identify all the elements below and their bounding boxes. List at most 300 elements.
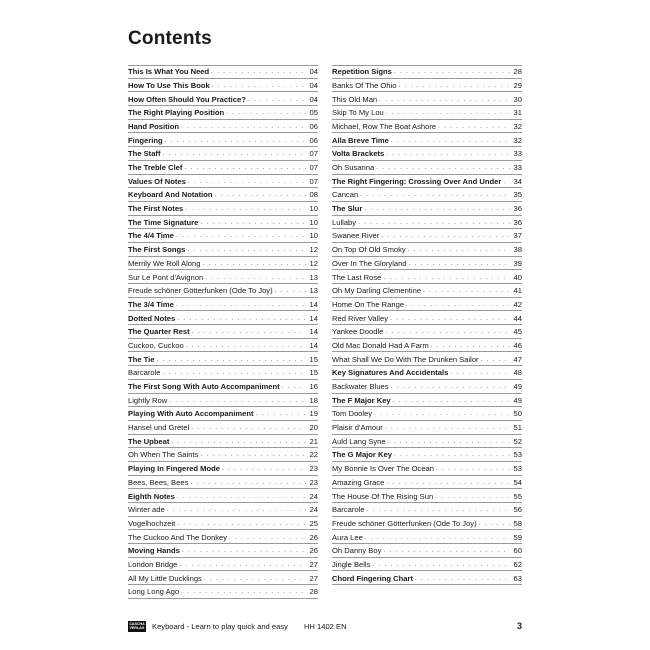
toc-leader-dots <box>406 300 510 309</box>
toc-entry-page: 44 <box>513 313 522 323</box>
toc-entry-page: 58 <box>513 518 522 528</box>
toc-entry <box>332 352 522 366</box>
toc-entry-page: 45 <box>513 327 522 337</box>
toc-entry-page: 07 <box>309 163 318 172</box>
toc-entry <box>128 65 318 79</box>
toc-entry-title: Cancan <box>332 190 359 200</box>
toc-entry <box>128 394 318 408</box>
toc-leader-dots <box>376 163 510 172</box>
toc-leader-dots <box>163 368 307 377</box>
toc-entry-title: Banks Of The Ohio <box>332 80 397 90</box>
toc-entry-title: Hansel und Gretel <box>128 423 190 433</box>
toc-leader-dots <box>177 519 306 528</box>
toc-leader-dots <box>358 218 510 227</box>
toc-entry <box>128 161 318 175</box>
toc-entry <box>128 476 318 490</box>
toc-entry-title: Oh Susanna <box>332 163 375 172</box>
toc-entry-page: 40 <box>513 272 522 282</box>
toc-leader-dots <box>256 409 306 418</box>
toc-entry <box>332 284 522 298</box>
toc-entry-page: 29 <box>513 80 522 90</box>
toc-entry <box>332 435 522 449</box>
toc-entry-page: 13 <box>309 272 318 282</box>
toc-entry-page: 16 <box>309 382 318 391</box>
toc-leader-dots <box>365 533 510 542</box>
toc-entry-page: 53 <box>513 464 522 474</box>
toc-entry-title: Merrily We Roll Along <box>128 258 201 268</box>
toc-leader-dots <box>179 560 306 569</box>
toc-entry-page: 52 <box>513 436 522 446</box>
toc-entry-page: 04 <box>309 80 318 90</box>
toc-entry-title: Freude schöner Götterfunken (Ode To Joy) <box>332 518 477 528</box>
toc-entry <box>128 366 318 380</box>
toc-entry-page: 27 <box>309 559 318 569</box>
toc-entry-page: 39 <box>513 258 522 268</box>
toc-entry-page: 33 <box>513 163 522 172</box>
toc-entry-page: 21 <box>309 436 318 446</box>
toc-entry-page: 49 <box>513 395 522 405</box>
toc-entry-title: Freude schöner Götterfunken (Ode To Joy) <box>128 286 273 296</box>
toc-entry-page: 48 <box>513 368 522 378</box>
toc-entry-page: 33 <box>513 149 522 159</box>
toc-entry <box>128 229 318 243</box>
toc-entry-title: Bees, Bees, Bees <box>128 477 189 487</box>
toc-entry <box>128 503 318 517</box>
toc-entry-page: 14 <box>309 299 318 309</box>
toc-entry-title: How Often Should You Practice? <box>128 94 246 104</box>
toc-entry-page: 04 <box>309 94 318 104</box>
toc-entry-title: Michael, Row The Boat Ashore <box>332 121 437 131</box>
toc-leader-dots <box>211 67 306 76</box>
toc-entry-page: 51 <box>513 423 522 433</box>
toc-entry-page: 53 <box>513 450 522 460</box>
toc-leader-dots <box>200 218 306 227</box>
toc-entry-page: 19 <box>309 409 318 419</box>
toc-leader-dots <box>450 368 510 377</box>
toc-entry-title: The Right Fingering: Crossing Over And Under <box>332 176 502 186</box>
toc-entry <box>128 92 318 106</box>
toc-entry-title: Volta Brackets <box>332 149 385 159</box>
toc-entry <box>128 407 318 421</box>
toc-entry <box>332 394 522 408</box>
toc-entry-title: Tom Dooley <box>332 409 373 419</box>
toc-entry-title: Barcarole <box>128 368 161 378</box>
toc-leader-dots <box>438 122 510 131</box>
toc-entry <box>332 544 522 558</box>
toc-entry <box>332 257 522 271</box>
toc-entry <box>128 120 318 134</box>
toc-entry <box>128 216 318 230</box>
toc-entry-title: The Treble Clef <box>128 163 183 172</box>
toc-entry <box>332 147 522 161</box>
toc-entry-page: 62 <box>513 559 522 569</box>
toc-leader-dots <box>200 450 306 459</box>
toc-leader-dots <box>215 190 306 199</box>
toc-entry <box>128 448 318 462</box>
toc-entry <box>332 270 522 284</box>
toc-entry-title: Skip To My Lou <box>332 108 384 118</box>
toc-entry-title: This Is What You Need <box>128 67 210 77</box>
toc-entry-title: Plaisir d'Amour <box>332 423 383 433</box>
toc-entry-title: How To Use This Book <box>128 80 210 90</box>
toc-entry <box>128 311 318 325</box>
toc-entry-title: Alla Breve Time <box>332 135 389 145</box>
toc-entry-page: 10 <box>309 217 318 227</box>
toc-leader-dots <box>386 478 510 487</box>
catalog-code: HH 1402 EN <box>303 621 347 631</box>
toc-entry-page: 59 <box>513 532 522 542</box>
toc-entry-page: 18 <box>309 395 318 405</box>
toc-leader-dots <box>191 423 306 432</box>
toc-entry-page: 06 <box>309 121 318 131</box>
toc-entry-title: Barcarole <box>332 505 365 515</box>
page-number: 3 <box>516 621 522 631</box>
toc-leader-dots <box>163 149 307 158</box>
toc-entry <box>128 339 318 353</box>
toc-entry <box>128 106 318 120</box>
toc-leader-dots <box>167 505 306 514</box>
toc-leader-dots <box>503 177 510 186</box>
toc-entry-title: The Right Playing Position <box>128 108 225 118</box>
toc-leader-dots <box>222 464 306 473</box>
toc-entry-title: Playing With Auto Accompaniment <box>128 409 254 419</box>
toc-entry <box>332 448 522 462</box>
toc-entry-page: 30 <box>513 94 522 104</box>
toc-leader-dots <box>226 108 306 117</box>
toc-entry-page: 63 <box>513 573 522 583</box>
toc-leader-dots <box>182 546 306 555</box>
toc-entry-title: Oh When The Saints <box>128 450 199 460</box>
toc-leader-dots <box>275 286 306 295</box>
toc-leader-dots <box>393 396 510 405</box>
toc-leader-dots <box>181 122 306 131</box>
toc-entry <box>332 380 522 394</box>
toc-entry-page: 60 <box>513 546 522 556</box>
toc-entry <box>332 298 522 312</box>
toc-leader-dots <box>190 478 306 487</box>
toc-leader-dots <box>212 81 306 90</box>
toc-leader-dots <box>372 560 510 569</box>
toc-leader-dots <box>176 300 306 309</box>
toc-leader-dots <box>176 231 306 240</box>
toc-leader-dots <box>394 67 510 76</box>
toc-entry-page: 49 <box>513 382 522 391</box>
toc-leader-dots <box>388 437 510 446</box>
toc-entry <box>128 558 318 572</box>
toc-entry <box>332 571 522 585</box>
toc-leader-dots <box>171 437 306 446</box>
toc-entry-title: The First Song With Auto Accompaniment <box>128 382 280 391</box>
publisher-logo <box>128 621 146 632</box>
toc-leader-dots <box>383 546 510 555</box>
toc-leader-dots <box>374 409 510 418</box>
toc-entry <box>128 175 318 189</box>
toc-entry-title: What Shall We Do With The Drunken Sailor <box>332 354 479 364</box>
publisher-logo-line1: CASCHA <box>129 622 145 626</box>
toc-entry-page: 15 <box>309 368 318 378</box>
toc-entry-page: 38 <box>513 245 522 255</box>
toc-entry-title: The Staff <box>128 149 161 159</box>
toc-entry-title: Over In The Gloryland <box>332 258 407 268</box>
toc-leader-dots <box>409 259 510 268</box>
toc-entry-page: 20 <box>309 423 318 433</box>
toc-entry <box>128 530 318 544</box>
toc-entry-page: 28 <box>513 67 522 77</box>
toc-entry <box>128 380 318 394</box>
toc-entry <box>332 517 522 531</box>
toc-entry <box>128 421 318 435</box>
toc-entry-title: My Bonnie Is Over The Ocean <box>332 464 435 474</box>
toc-entry-title: On Top Of Old Smoky <box>332 245 406 255</box>
toc-entry <box>128 133 318 147</box>
toc-entry <box>332 476 522 490</box>
toc-leader-dots <box>386 149 510 158</box>
toc-entry-title: Oh My Darling Clementine <box>332 286 422 296</box>
toc-entry-title: Cuckoo, Cuckoo <box>128 340 184 350</box>
toc-entry-title: Lullaby <box>332 217 357 227</box>
toc-entry-page: 24 <box>309 491 318 501</box>
toc-entry-page: 35 <box>513 190 522 200</box>
toc-leader-dots <box>379 95 510 104</box>
toc-entry-page: 56 <box>513 505 522 515</box>
toc-leader-dots <box>177 492 306 501</box>
toc-entry-page: 28 <box>309 587 318 597</box>
toc-leader-dots <box>229 533 306 542</box>
toc-leader-dots <box>386 108 510 117</box>
toc-leader-dots <box>205 273 306 282</box>
toc-entry-title: Repetition Signs <box>332 67 392 77</box>
toc-entry-title: Moving Hands <box>128 546 180 556</box>
toc-entry-page: 50 <box>513 409 522 419</box>
toc-entry <box>332 202 522 216</box>
toc-leader-dots <box>204 574 306 583</box>
toc-entry-title: The F Major Key <box>332 395 391 405</box>
toc-entry <box>332 216 522 230</box>
toc-entry-page: 55 <box>513 491 522 501</box>
toc-leader-dots <box>436 464 510 473</box>
toc-entry-title: The First Songs <box>128 245 186 255</box>
toc-entry <box>128 325 318 339</box>
toc-leader-dots <box>364 204 510 213</box>
toc-entry <box>128 298 318 312</box>
toc-entry <box>128 270 318 284</box>
toc-leader-dots <box>383 273 510 282</box>
toc-entry <box>332 366 522 380</box>
toc-entry-page: 23 <box>309 477 318 487</box>
toc-entry <box>332 133 522 147</box>
toc-entry-title: Values Of Notes <box>128 176 186 186</box>
toc-leader-dots <box>202 259 306 268</box>
toc-leader-dots <box>165 136 306 145</box>
toc-entry-title: The Slur <box>332 204 363 214</box>
toc-entry-page: 07 <box>309 176 318 186</box>
toc-entry-title: Key Signatures And Accidentals <box>332 368 449 378</box>
toc-entry <box>128 79 318 93</box>
toc-entry-title: Aura Lee <box>332 532 363 542</box>
toc-entry-title: Old Mac Donald Had A Farm <box>332 340 429 350</box>
toc-entry-page: 32 <box>513 121 522 131</box>
toc-entry-page: 07 <box>309 149 318 159</box>
toc-entry-page: 31 <box>513 108 522 118</box>
toc-entry-page: 15 <box>309 354 318 364</box>
toc-entry-title: The First Notes <box>128 204 184 214</box>
toc-entry <box>128 517 318 531</box>
toc-entry <box>332 489 522 503</box>
toc-entry <box>332 311 522 325</box>
toc-entry <box>332 530 522 544</box>
toc-entry-title: Keyboard And Notation <box>128 190 213 200</box>
toc-entry-page: 05 <box>309 108 318 118</box>
toc-leader-dots <box>367 505 511 514</box>
toc-entry-title: Dotted Notes <box>128 313 176 323</box>
toc-leader-dots <box>184 163 306 172</box>
toc-entry-title: The Upbeat <box>128 436 170 446</box>
toc-entry <box>332 421 522 435</box>
toc-entry-page: 24 <box>309 505 318 515</box>
toc-entry <box>332 106 522 120</box>
toc-entry <box>332 65 522 79</box>
toc-entry-title: London Bridge <box>128 559 178 569</box>
toc-leader-dots <box>181 587 306 596</box>
toc-entry-page: 23 <box>309 464 318 474</box>
toc-entry-title: Swanee River <box>332 231 380 241</box>
toc-entry-page: 12 <box>309 245 318 255</box>
toc-leader-dots <box>381 231 510 240</box>
toc-leader-dots <box>360 190 510 199</box>
toc-leader-dots <box>185 204 306 213</box>
toc-entry <box>128 544 318 558</box>
toc-leader-dots <box>248 95 306 104</box>
toc-leader-dots <box>187 245 306 254</box>
toc-entry-page: 41 <box>513 286 522 296</box>
page-title: Contents <box>128 28 212 49</box>
toc-entry-page: 14 <box>309 327 318 337</box>
toc-entry-title: The G Major Key <box>332 450 392 460</box>
book-title: Keyboard - Learn to play quick and easy <box>152 621 288 631</box>
toc-entry-page: 42 <box>513 299 522 309</box>
toc-leader-dots <box>192 327 306 336</box>
toc-leader-dots <box>177 314 306 323</box>
toc-leader-dots <box>479 519 510 528</box>
toc-entry-title: The Tie <box>128 354 155 364</box>
toc-entry-title: Home On The Range <box>332 299 405 309</box>
toc-entry-title: Eighth Notes <box>128 491 175 501</box>
toc-entry <box>128 147 318 161</box>
toc-leader-dots <box>435 492 510 501</box>
toc-entry-title: The Time Signature <box>128 217 199 227</box>
toc-entry <box>332 175 522 189</box>
toc-leader-dots <box>415 574 510 583</box>
toc-leader-dots <box>188 177 306 186</box>
toc-entry-title: All My Little Ducklings <box>128 573 202 583</box>
toc-leader-dots <box>398 81 510 90</box>
toc-entry-title: Backwater Blues <box>332 382 389 391</box>
toc-entry <box>128 257 318 271</box>
toc-entry-title: The 4/4 Time <box>128 231 174 241</box>
toc-entry-title: Hand Position <box>128 121 180 131</box>
toc-entry <box>332 188 522 202</box>
toc-entry-title: Oh Danny Boy <box>332 546 382 556</box>
toc-entry <box>332 407 522 421</box>
toc-entry-page: 13 <box>309 286 318 296</box>
toc-entry-page: 14 <box>309 340 318 350</box>
toc-entry-title: Winter ade <box>128 505 165 515</box>
toc-entry <box>332 558 522 572</box>
toc-entry-page: 14 <box>309 313 318 323</box>
toc-entry <box>332 120 522 134</box>
toc-entry-page: 54 <box>513 477 522 487</box>
toc-entry-title: Amazing Grace <box>332 477 385 487</box>
toc-leader-dots <box>423 286 510 295</box>
toc-entry <box>128 352 318 366</box>
toc-leader-dots <box>391 382 510 391</box>
toc-entry-title: This Old Man <box>332 94 378 104</box>
toc-leader-dots <box>282 382 306 391</box>
publisher-logo-line2: VERLAG <box>129 626 145 630</box>
toc-entry-title: Auld Lang Syne <box>332 436 386 446</box>
toc-entry-page: 46 <box>513 340 522 350</box>
toc-entry-page: 26 <box>309 546 318 556</box>
toc-entry <box>332 243 522 257</box>
toc-leader-dots <box>385 423 510 432</box>
toc-left-column <box>128 65 318 599</box>
toc-entry-page: 06 <box>309 135 318 145</box>
toc-entry <box>128 188 318 202</box>
toc-entry-title: Playing In Fingered Mode <box>128 464 220 474</box>
toc-entry-title: Long Long Ago <box>128 587 180 597</box>
toc-entry-title: Jingle Bells <box>332 559 371 569</box>
toc-entry <box>332 503 522 517</box>
toc-leader-dots <box>391 136 510 145</box>
toc-entry <box>128 585 318 599</box>
toc-entry-page: 27 <box>309 573 318 583</box>
toc-leader-dots <box>431 341 510 350</box>
toc-entry <box>332 229 522 243</box>
toc-entry-page: 32 <box>513 135 522 145</box>
toc-entry <box>128 435 318 449</box>
toc-entry-page: 34 <box>513 176 522 186</box>
toc-entry-page: 47 <box>513 354 522 364</box>
toc-leader-dots <box>394 450 510 459</box>
toc-entry-title: Vogelhochzeit <box>128 518 176 528</box>
page-footer <box>128 618 522 634</box>
toc-entry-page: 10 <box>309 204 318 214</box>
toc-leader-dots <box>156 355 306 364</box>
toc-entry-title: Red River Valley <box>332 313 388 323</box>
toc-entry <box>128 243 318 257</box>
toc-entry-title: Lightly Row <box>128 395 168 405</box>
toc-leader-dots <box>390 314 510 323</box>
toc-entry-title: The Last Rose <box>332 272 382 282</box>
toc-entry <box>128 462 318 476</box>
toc-leader-dots <box>385 327 510 336</box>
toc-entry <box>332 339 522 353</box>
toc-leader-dots <box>481 355 510 364</box>
toc-entry-title: The 3/4 Time <box>128 299 174 309</box>
toc-entry-page: 36 <box>513 217 522 227</box>
toc-entry-page: 22 <box>309 450 318 460</box>
toc-entry-title: The Cuckoo And The Donkey <box>128 532 228 542</box>
toc-leader-dots <box>408 245 510 254</box>
toc-entry-page: 10 <box>309 231 318 241</box>
toc-entry <box>128 571 318 585</box>
toc-entry-title: The Quarter Rest <box>128 327 190 337</box>
toc-entry <box>128 284 318 298</box>
toc-entry-page: 25 <box>309 518 318 528</box>
toc-leader-dots <box>169 396 306 405</box>
toc-entry-page: 37 <box>513 231 522 241</box>
toc-entry-page: 08 <box>309 190 318 200</box>
